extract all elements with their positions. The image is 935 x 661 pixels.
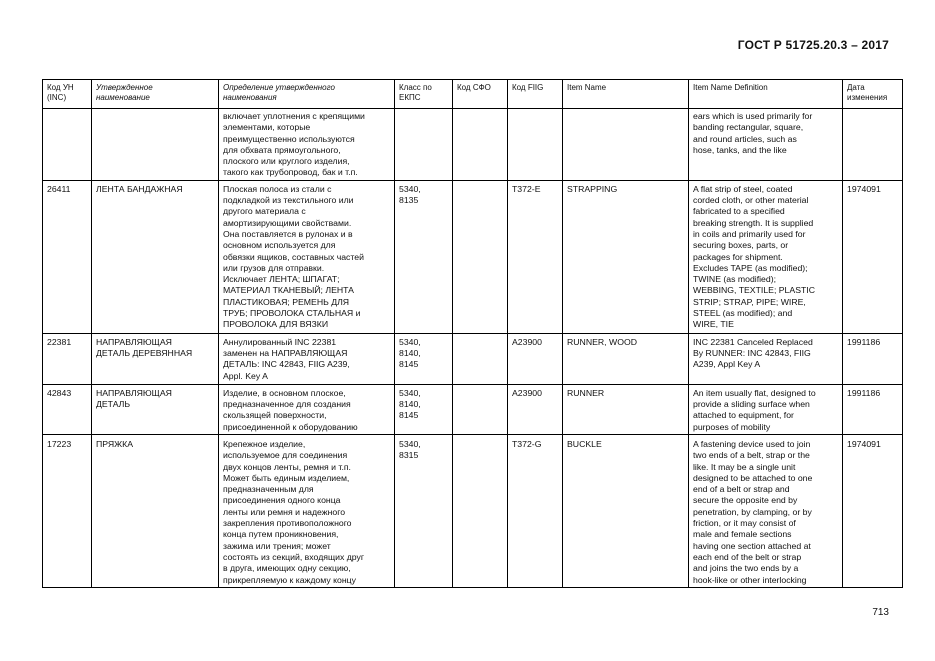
column-header-ekps: Класс по ЕКПС bbox=[395, 80, 453, 109]
catalog-table bbox=[42, 79, 903, 588]
cell-fiig: A23900 bbox=[508, 384, 563, 434]
column-header-item-name: Item Name bbox=[563, 80, 689, 109]
cell-definition-en: An item usually flat, designed to provide a sliding surface when attached to equipment, for purposes of mobility bbox=[689, 384, 843, 434]
table-row bbox=[43, 384, 903, 434]
column-header-name-ru: Утвержденное наименование bbox=[92, 80, 219, 109]
cell-inc: 42843 bbox=[43, 384, 92, 434]
cell-sfo bbox=[453, 384, 508, 434]
cell-item-name: BUCKLE bbox=[563, 434, 689, 587]
cell-definition-ru: включает уплотнения с крепящими элементами, которые преимущественно используются для обхвата прямоугольного, плоского или круглого изделия, такого как трубопровод, бак и т.п. bbox=[219, 109, 395, 181]
cell-item-name: STRAPPING bbox=[563, 180, 689, 333]
document-code: ГОСТ Р 51725.20.3 – 2017 bbox=[737, 38, 889, 52]
cell-name-ru: ПРЯЖКА bbox=[92, 434, 219, 587]
column-header-sfo: Код СФО bbox=[453, 80, 508, 109]
column-header-inc: Код УН (INC) bbox=[43, 80, 92, 109]
cell-sfo bbox=[453, 434, 508, 587]
cell-name-ru: НАПРАВЛЯЮЩАЯ ДЕТАЛЬ bbox=[92, 384, 219, 434]
cell-ekps bbox=[395, 109, 453, 181]
table-row bbox=[43, 333, 903, 384]
cell-ekps: 5340, 8140, 8145 bbox=[395, 384, 453, 434]
cell-date bbox=[843, 109, 903, 181]
cell-fiig bbox=[508, 109, 563, 181]
column-header-date: Дата изменения bbox=[843, 80, 903, 109]
page-number: 713 bbox=[872, 607, 889, 618]
cell-sfo bbox=[453, 333, 508, 384]
cell-name-ru: ЛЕНТА БАНДАЖНАЯ bbox=[92, 180, 219, 333]
cell-item-name: RUNNER bbox=[563, 384, 689, 434]
cell-inc bbox=[43, 109, 92, 181]
cell-date: 1991186 bbox=[843, 384, 903, 434]
cell-name-ru bbox=[92, 109, 219, 181]
cell-definition-ru: Изделие, в основном плоское, предназначенное для создания скользящей поверхности, присоединенной к оборудованию bbox=[219, 384, 395, 434]
column-header-item-name-definition: Item Name Definition bbox=[689, 80, 843, 109]
cell-date: 1974091 bbox=[843, 434, 903, 587]
cell-inc: 17223 bbox=[43, 434, 92, 587]
cell-definition-ru: Плоская полоса из стали с подкладкой из текстильного или другого материала с амортизирующими свойствами. Она поставляется в рулонах и в основном используется для обвязки ящиков, составных частей или грузов для отправки. Исключает ЛЕНТА; ШПАГАТ; МАТЕРИАЛ ТКАНЕВЫЙ; ЛЕНТА ПЛАСТИКОВАЯ; РЕМЕНЬ ДЛЯ ТРУБ; ПРОВОЛОКА СТАЛЬНАЯ и ПРОВОЛОКА ДЛЯ ВЯЗКИ bbox=[219, 180, 395, 333]
cell-ekps: 5340, 8135 bbox=[395, 180, 453, 333]
cell-item-name: RUNNER, WOOD bbox=[563, 333, 689, 384]
cell-inc: 26411 bbox=[43, 180, 92, 333]
cell-inc: 22381 bbox=[43, 333, 92, 384]
cell-fiig: A23900 bbox=[508, 333, 563, 384]
cell-definition-en: A fastening device used to join two ends of a belt, strap or the like. It may be a single unit designed to be attached to one end of a belt or strap and secure the opposite end by penetration, by clamping, or by friction, or it may consist of male and female sections having one section attached at each end of the belt or strap and joins the two ends by a hook-like or other interlocking bbox=[689, 434, 843, 587]
cell-fiig: T372-E bbox=[508, 180, 563, 333]
table-row bbox=[43, 434, 903, 587]
table-header-row bbox=[43, 80, 903, 109]
cell-name-ru: НАПРАВЛЯЮЩАЯ ДЕТАЛЬ ДЕРЕВЯННАЯ bbox=[92, 333, 219, 384]
cell-sfo bbox=[453, 180, 508, 333]
cell-definition-ru: Аннулированный INC 22381 заменен на НАПРАВЛЯЮЩАЯ ДЕТАЛЬ: INC 42843, FIIG A239, Appl. Key A bbox=[219, 333, 395, 384]
column-header-definition-ru: Определение утвержденного наименования bbox=[219, 80, 395, 109]
cell-definition-en: ears which is used primarily for banding rectangular, square, and round articles, such as hose, tanks, and the like bbox=[689, 109, 843, 181]
table-row bbox=[43, 109, 903, 181]
cell-definition-en: INC 22381 Canceled Replaced By RUNNER: INC 42843, FIIG A239, Appl Key A bbox=[689, 333, 843, 384]
table-row bbox=[43, 180, 903, 333]
cell-date: 1974091 bbox=[843, 180, 903, 333]
cell-sfo bbox=[453, 109, 508, 181]
cell-ekps: 5340, 8315 bbox=[395, 434, 453, 587]
column-header-fiig: Код FIIG bbox=[508, 80, 563, 109]
cell-date: 1991186 bbox=[843, 333, 903, 384]
cell-item-name bbox=[563, 109, 689, 181]
cell-fiig: T372-G bbox=[508, 434, 563, 587]
cell-ekps: 5340, 8140, 8145 bbox=[395, 333, 453, 384]
cell-definition-ru: Крепежное изделие, используемое для соединения двух концов ленты, ремня и т.п. Может быть единым изделием, предназначенным для присоединения одного конца ленты или ремня и надежного закрепления противоположного конца путем проникновения, зажима или трения; может состоять из секций, входящих друг в друга, имеющих одну секцию, прикрепляемую к каждому концу bbox=[219, 434, 395, 587]
cell-definition-en: A flat strip of steel, coated corded cloth, or other material fabricated to a specified breaking strength. It is supplied in coils and primarily used for securing boxes, parts, or packages for shipment. Excludes TAPE (as modified); TWINE (as modified); WEBBING, TEXTILE; PLASTIC STRIP; STRAP, PIPE; WIRE, STEEL (as modified); and WIRE, TIE bbox=[689, 180, 843, 333]
